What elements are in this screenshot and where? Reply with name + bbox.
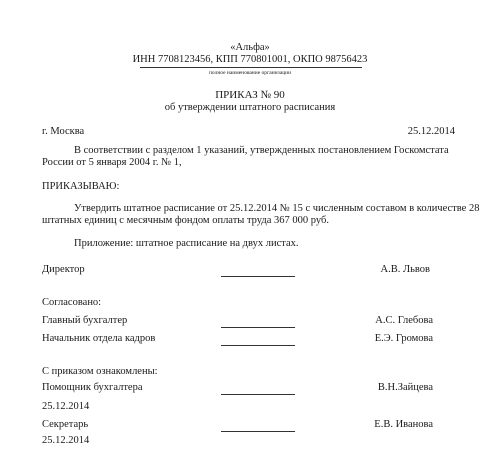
assistant-name: В.Н.Зайцева [377, 382, 433, 393]
secretary-signature-line [221, 431, 295, 432]
order-word: ПРИКАЗЫВАЮ: [42, 181, 120, 192]
order-subtitle: об утверждении штатного расписания [164, 102, 336, 113]
org-caption: полное наименование организации [208, 70, 292, 76]
assistant-date: 25.12.2014 [42, 401, 90, 412]
hr-head-signature-line [221, 345, 295, 346]
chief-accountant-signature-line [221, 327, 295, 328]
order-city: г. Москва [42, 126, 85, 137]
preamble-line-2: России от 5 января 2004 г. № 1, [42, 157, 182, 168]
body-line-2: штатных единиц с месячным фондом оплаты труда 367 000 руб. [42, 215, 329, 226]
agreed-heading: Согласовано: [42, 297, 102, 308]
assistant-signature-line [221, 394, 295, 395]
assistant-title: Помощник бухгалтера [42, 382, 143, 393]
chief-accountant-title: Главный бухгалтер [42, 315, 128, 326]
body-line-1: Утвердить штатное расписание от 25.12.2014 № 15 с численным составом в количестве 28 [74, 203, 480, 214]
preamble-line-1: В соответствии с разделом 1 указаний, утвержденных постановлением Госкомстата [74, 145, 449, 156]
chief-accountant-name: А.С. Глебова [375, 315, 433, 326]
appendix-note: Приложение: штатное расписание на двух листах. [74, 238, 299, 249]
director-title: Директор [42, 264, 85, 275]
secretary-name: Е.В. Иванова [374, 419, 433, 430]
org-underline [140, 67, 362, 68]
org-codes: ИНН 7708123456, КПП 770801001, ОКПО 98756423 [132, 54, 368, 65]
hr-head-name: Е.Э. Громова [374, 333, 433, 344]
order-date: 25.12.2014 [407, 126, 455, 137]
secretary-date: 25.12.2014 [42, 435, 90, 446]
hr-head-title: Начальник отдела кадров [42, 333, 156, 344]
order-title: ПРИКАЗ № 90 [215, 89, 285, 101]
acquainted-heading: С приказом ознакомлены: [42, 366, 158, 377]
org-name: «Альфа» [230, 42, 270, 53]
director-signature-line [221, 276, 295, 277]
secretary-title: Секретарь [42, 419, 89, 430]
director-name: А.В. Львов [380, 264, 430, 275]
